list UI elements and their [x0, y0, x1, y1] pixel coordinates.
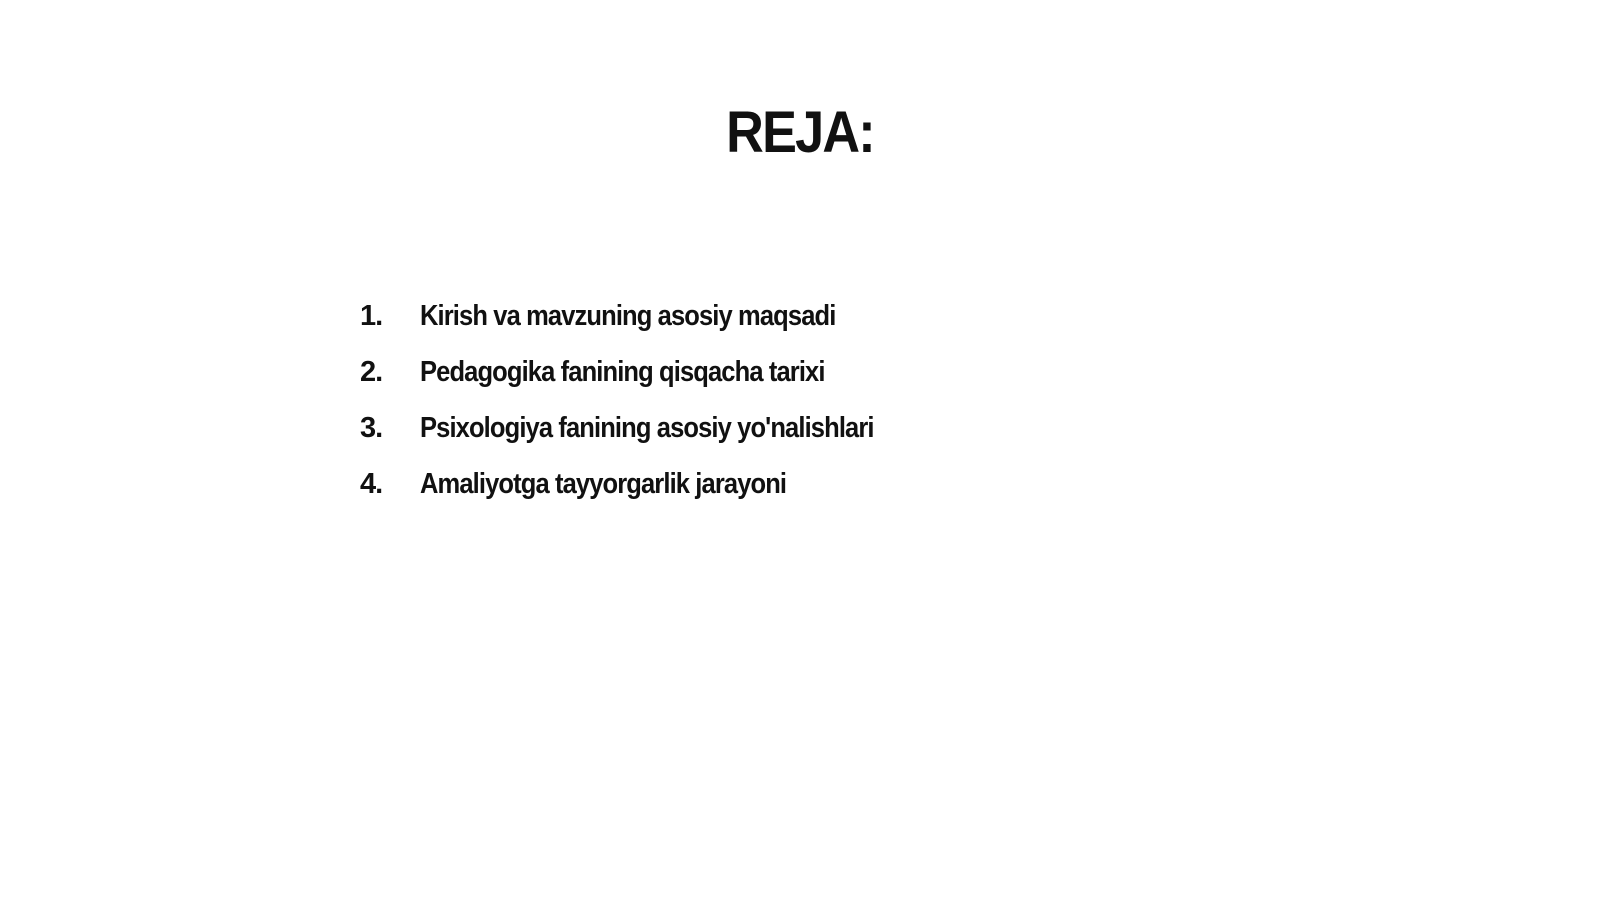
plan-item-3: [360, 400, 935, 456]
plan-item-number: 1.: [360, 299, 383, 332]
plan-list: [360, 288, 935, 512]
plan-item-number: 2.: [360, 355, 383, 388]
plan-item-text: Psixologiya fanining asosiy yo'nalishlari: [420, 411, 874, 444]
plan-item-number: 4.: [360, 467, 383, 500]
plan-item-text: Amaliyotga tayyorgarlik jarayoni: [420, 467, 787, 500]
plan-item-1: [360, 288, 935, 344]
plan-item-text: Pedagogika fanining qisqacha tarixi: [420, 355, 825, 388]
plan-item-text: Kirish va mavzuning asosiy maqsadi: [420, 299, 836, 332]
plan-item-2: [360, 344, 935, 400]
slide-title: REJA:: [726, 100, 874, 165]
plan-item-number: 3.: [360, 411, 383, 444]
plan-item-4: [360, 456, 935, 512]
